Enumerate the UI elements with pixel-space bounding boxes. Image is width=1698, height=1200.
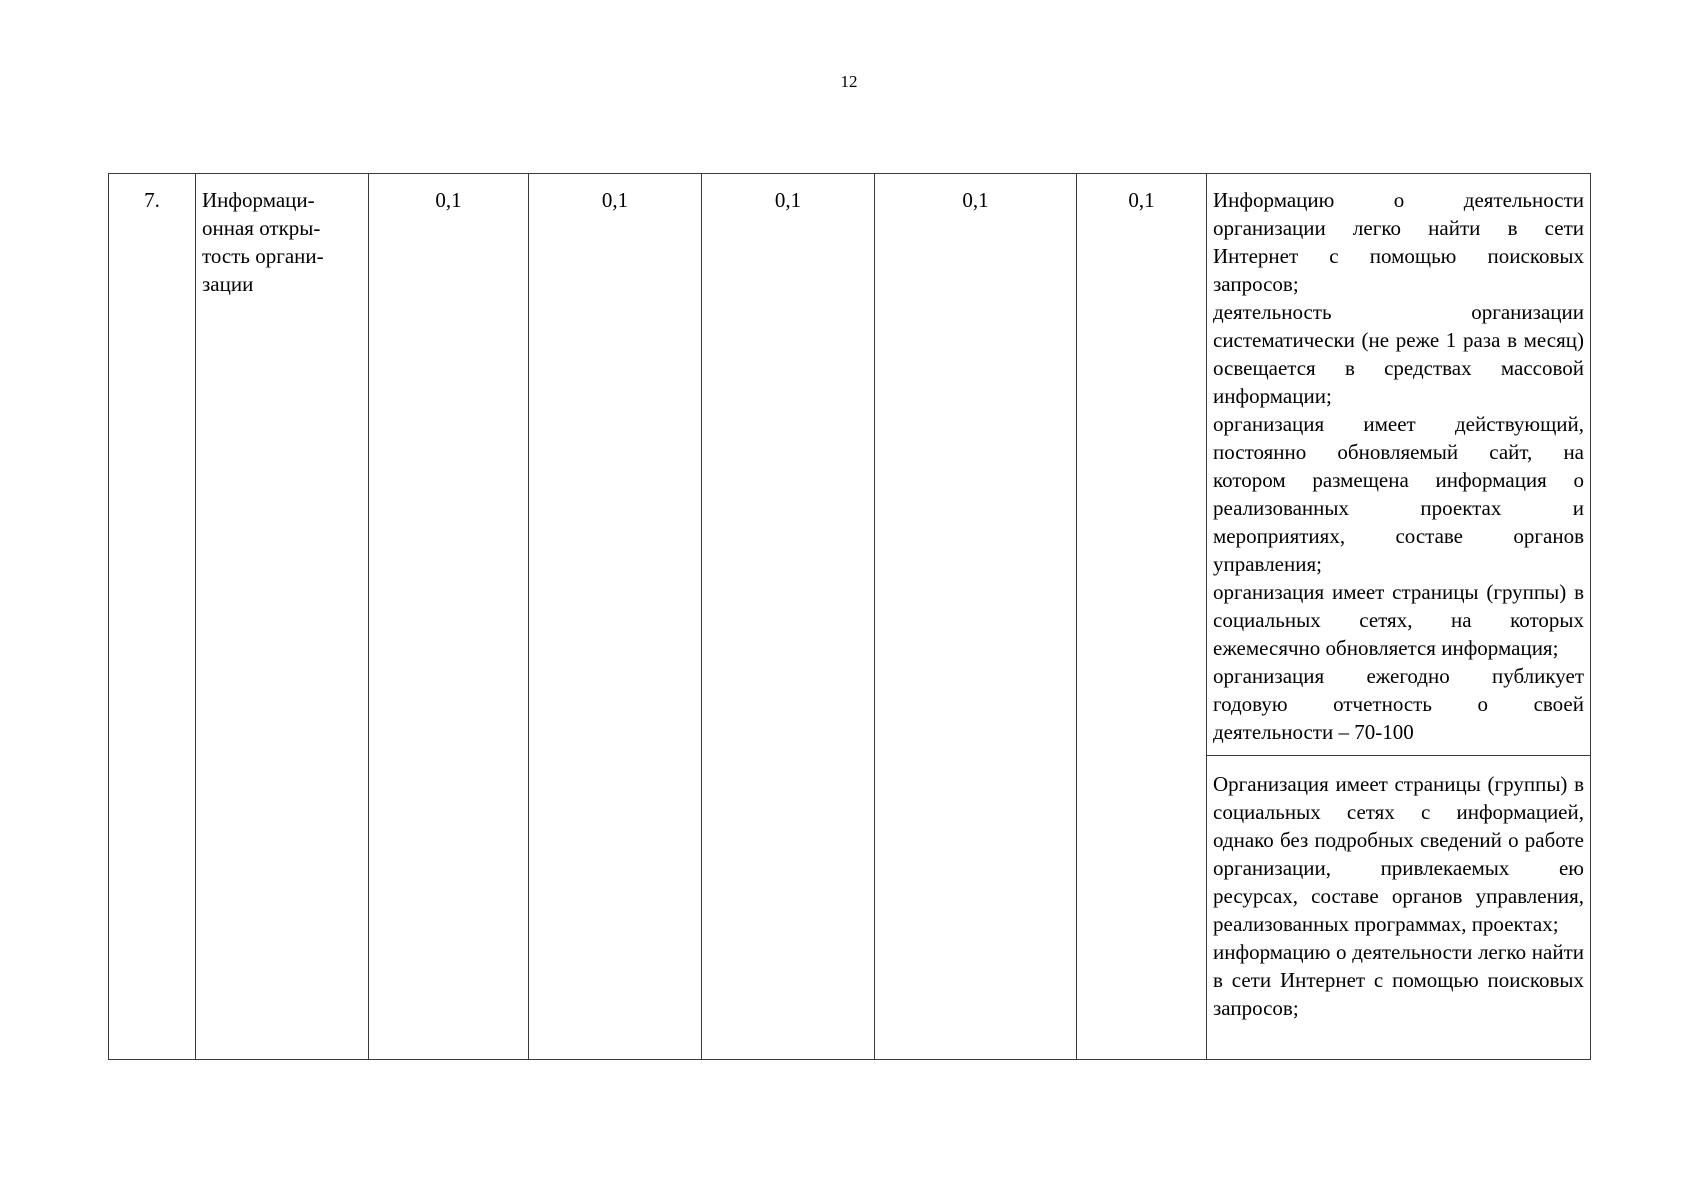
criterion-line: тость органи- — [202, 244, 324, 268]
criterion-line: Информаци- — [202, 188, 315, 212]
row-number: 7. — [109, 174, 196, 1060]
criterion-line: зации — [202, 272, 254, 296]
criterion-name — [196, 174, 369, 1060]
description-cell — [1207, 756, 1591, 1060]
description-paragraph: информацию о деятельности легко найти в сети Интернет с помощью поисковых запросов; — [1213, 940, 1584, 1020]
criteria-table — [108, 173, 1591, 1060]
description-paragraph: организация имеет страницы (группы) в социальных сетях, на которых ежемесячно обновляется информация; — [1213, 580, 1584, 660]
description-cell — [1207, 174, 1591, 756]
description-paragraph: Информацию о деятельности организации легко найти в сети Интернет с помощью поисковых запросов; — [1213, 188, 1584, 296]
description-paragraph: Организация имеет страницы (группы) в социальных сетях с информацией, однако без подробных сведений о работе организации, привлекаемых ею ресурсах, составе органов управления, реализованных программах, проектах; — [1213, 772, 1584, 936]
table-row — [109, 174, 1591, 756]
value-cell: 0,1 — [875, 174, 1077, 1060]
description-paragraph: организация ежегодно публикует годовую отчетность о своей деятельности – 70-100 — [1213, 664, 1584, 744]
value-cell: 0,1 — [1077, 174, 1207, 1060]
page-number: 12 — [840, 72, 858, 91]
criterion-line: онная откры- — [202, 216, 321, 240]
value-cell: 0,1 — [702, 174, 875, 1060]
value-cell: 0,1 — [529, 174, 702, 1060]
description-paragraph: деятельность организации систематически (не реже 1 раза в месяц) освещается в средствах массовой информации; — [1213, 300, 1584, 408]
value-cell: 0,1 — [369, 174, 529, 1060]
description-paragraph: организация имеет действующий, постоянно обновляемый сайт, на котором размещена информация о реализованных проектах и мероприятиях, составе органов управления; — [1213, 412, 1584, 576]
